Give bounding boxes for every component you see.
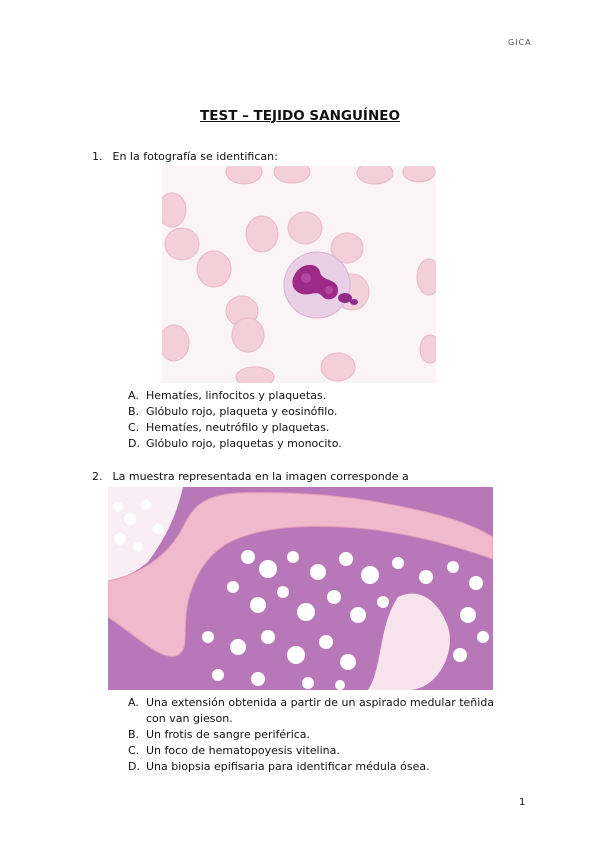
option-c (128, 420, 516, 436)
page-title: TEST – TEJIDO SANGUÍNEO (200, 108, 400, 124)
option-text: Una biopsia epifisaria para identificar médula ósea. (146, 760, 430, 773)
option-letter: B. (128, 405, 140, 418)
option-text: Un foco de hematopoyesis vitelina. (146, 744, 340, 757)
option-text: Hematíes, linfocitos y plaquetas. (146, 389, 327, 402)
question-text: En la fotografía se identifican: (112, 150, 278, 163)
option-letter: A. (128, 696, 139, 709)
question-2-options (128, 695, 516, 775)
blood-smear-image (162, 166, 436, 383)
question-2 (92, 470, 409, 483)
option-text: Una extensión obtenida a partir de un aspirado medular teñida con van gieson. (146, 696, 495, 725)
option-d (128, 759, 516, 775)
question-number: 1. (92, 150, 103, 163)
option-letter: D. (128, 437, 140, 450)
question-number: 2. (92, 470, 103, 483)
option-text: Glóbulo rojo, plaquetas y monocito. (146, 437, 342, 450)
question-1 (92, 150, 278, 163)
question-1-options (128, 388, 516, 452)
option-b (128, 404, 516, 420)
option-a (128, 388, 516, 404)
option-letter: C. (128, 421, 140, 434)
option-letter: B. (128, 728, 140, 741)
option-text: Un frotis de sangre periférica. (146, 728, 311, 741)
option-text: Glóbulo rojo, plaqueta y eosinófilo. (146, 405, 338, 418)
option-letter: A. (128, 389, 139, 402)
header-mark: GICA (508, 38, 532, 47)
option-text: Hematíes, neutrófilo y plaquetas. (146, 421, 330, 434)
option-b (128, 727, 516, 743)
option-letter: D. (128, 760, 140, 773)
option-letter: C. (128, 744, 140, 757)
page-number: 1 (519, 797, 526, 808)
bone-marrow-image (108, 487, 493, 690)
option-d (128, 436, 516, 452)
option-a (128, 695, 516, 727)
question-text: La muestra representada en la imagen corresponde a (112, 470, 409, 483)
option-c (128, 743, 516, 759)
